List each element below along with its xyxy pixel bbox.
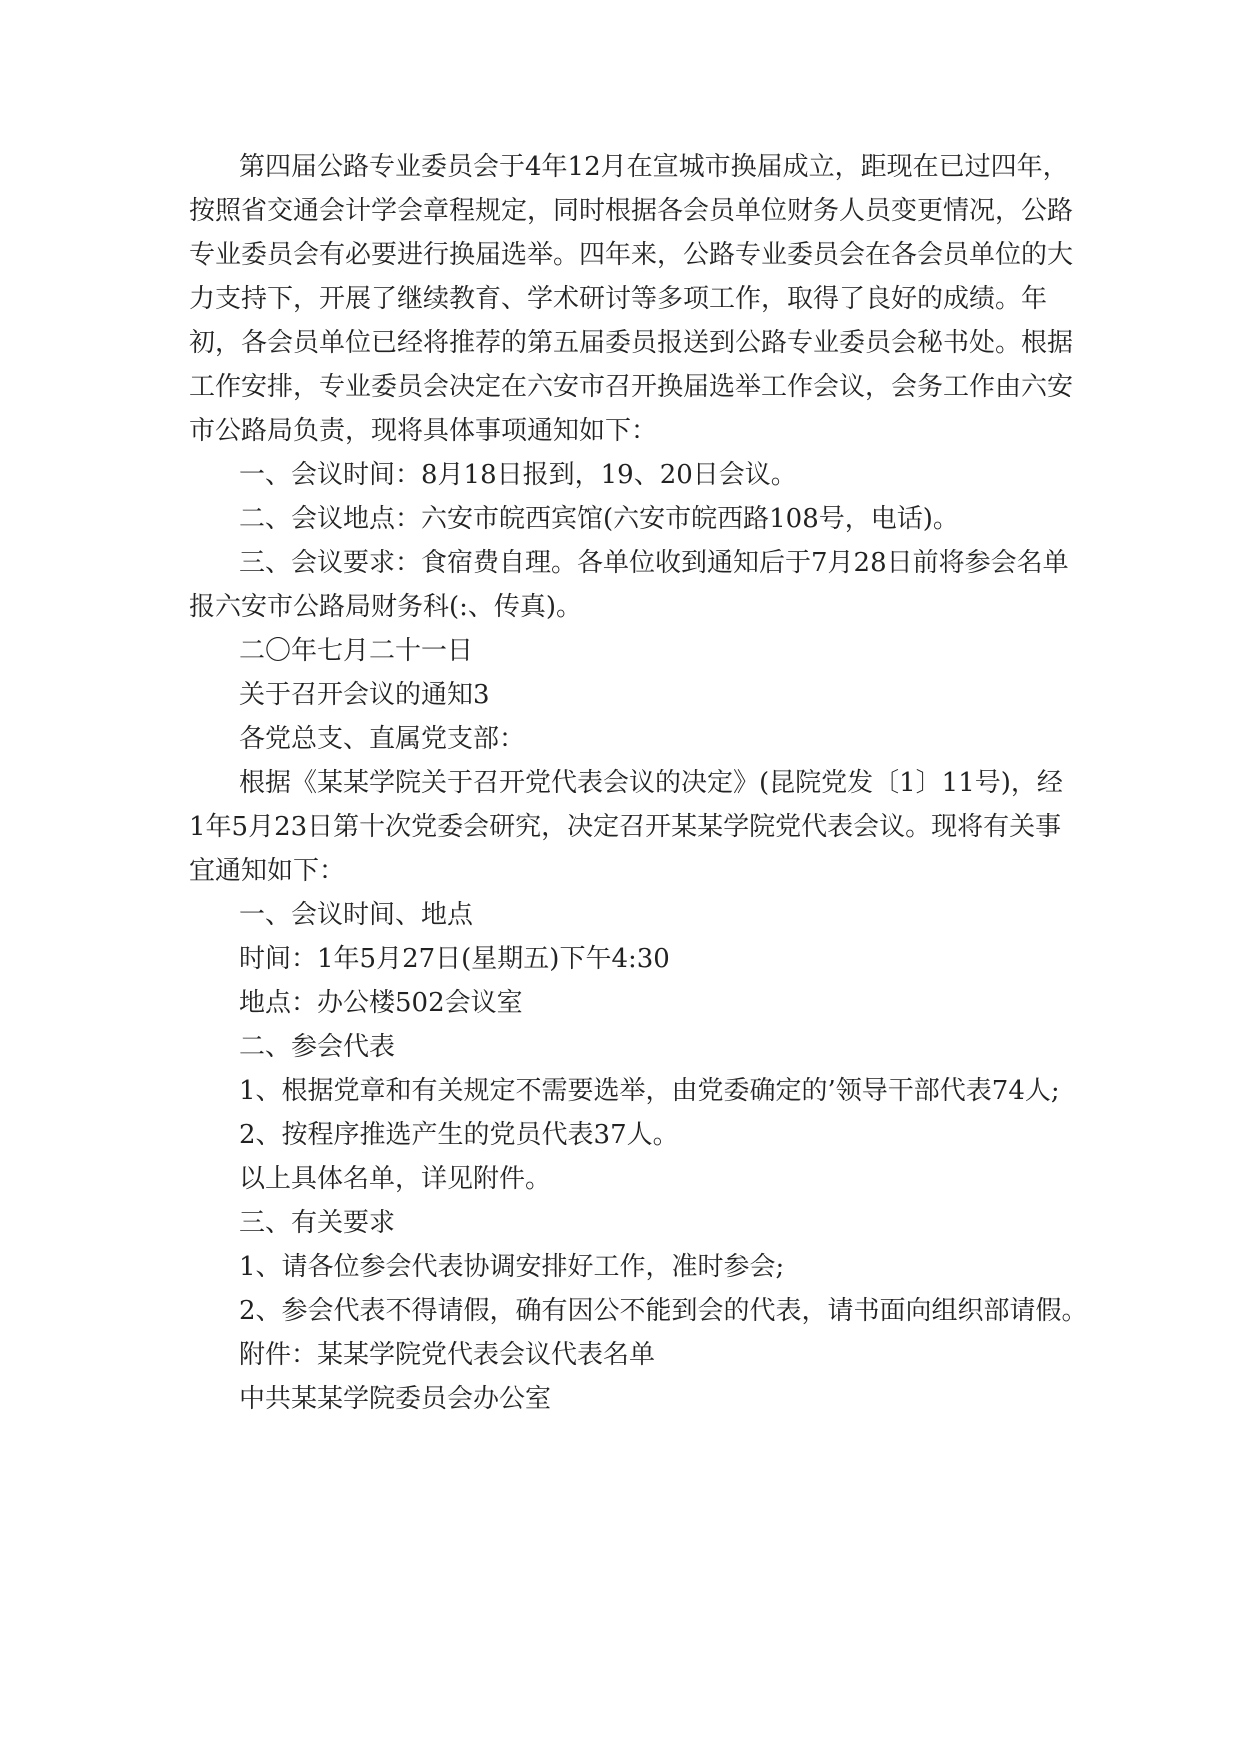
paragraph-line: 一、会议时间：8月18日报到，19、20日会议。 [239, 460, 797, 490]
paragraph-line: 时间：1年5月27日(星期五)下午4:30 [239, 944, 670, 974]
section-heading: 一、会议时间、地点 [239, 900, 474, 930]
paragraph-line: 以上具体名单，详见附件。 [239, 1164, 552, 1194]
paragraph-line: 工作安排，专业委员会决定在六安市召开换届选举工作会议，会务工作由六安 [189, 372, 1074, 402]
date-line: 二〇年七月二十一日 [239, 636, 474, 666]
paragraph-line: 三、会议要求：食宿费自理。各单位收到通知后于7月28日前将参会名单 [239, 548, 1069, 578]
paragraph-line: 二、会议地点：六安市皖西宾馆(六安市皖西路108号，电话)。 [239, 504, 959, 534]
section-heading: 二、参会代表 [239, 1032, 396, 1062]
notice-title: 关于召开会议的通知3 [239, 680, 490, 710]
paragraph-line: 根据《某某学院关于召开党代表会议的决定》(昆院党发〔1〕11号)，经 [239, 768, 1063, 798]
paragraph-line: 市公路局负责，现将具体事项通知如下： [189, 416, 658, 446]
paragraph-line: 宜通知如下： [189, 856, 346, 886]
paragraph-line: 按照省交通会计学会章程规定，同时根据各会员单位财务人员变更情况，公路 [189, 196, 1074, 226]
paragraph-line: 力支持下，开展了继续教育、学术研讨等多项工作，取得了良好的成绩。年 [189, 284, 1048, 314]
paragraph-line: 专业委员会有必要进行换届选举。四年来，公路专业委员会在各会员单位的大 [189, 240, 1074, 270]
signature-line: 中共某某学院委员会办公室 [239, 1384, 552, 1414]
paragraph-line: 初，各会员单位已经将推荐的第五届委员报送到公路专业委员会秘书处。根据 [189, 328, 1074, 358]
paragraph-line: 报六安市公路局财务科(:、传真)。 [189, 592, 583, 622]
paragraph-line: 1年5月23日第十次党委会研究，决定召开某某学院党代表会议。现将有关事 [189, 812, 1062, 842]
list-item: 1、根据党章和有关规定不需要选举，由党委确定的’领导干部代表74人; [239, 1076, 1060, 1106]
list-item: 2、参会代表不得请假，确有因公不能到会的代表，请书面向组织部请假。 [239, 1296, 1088, 1326]
list-item: 2、按程序推选产生的党员代表37人。 [239, 1120, 679, 1150]
salutation: 各党总支、直属党支部： [239, 724, 526, 754]
paragraph-line: 第四届公路专业委员会于4年12月在宣城市换届成立，距现在已过四年， [239, 152, 1069, 182]
attachment-line: 附件：某某学院党代表会议代表名单 [239, 1340, 656, 1370]
list-item: 1、请各位参会代表协调安排好工作，准时参会; [239, 1252, 785, 1282]
section-heading: 三、有关要求 [239, 1208, 396, 1238]
paragraph-line: 地点：办公楼502会议室 [239, 988, 523, 1018]
